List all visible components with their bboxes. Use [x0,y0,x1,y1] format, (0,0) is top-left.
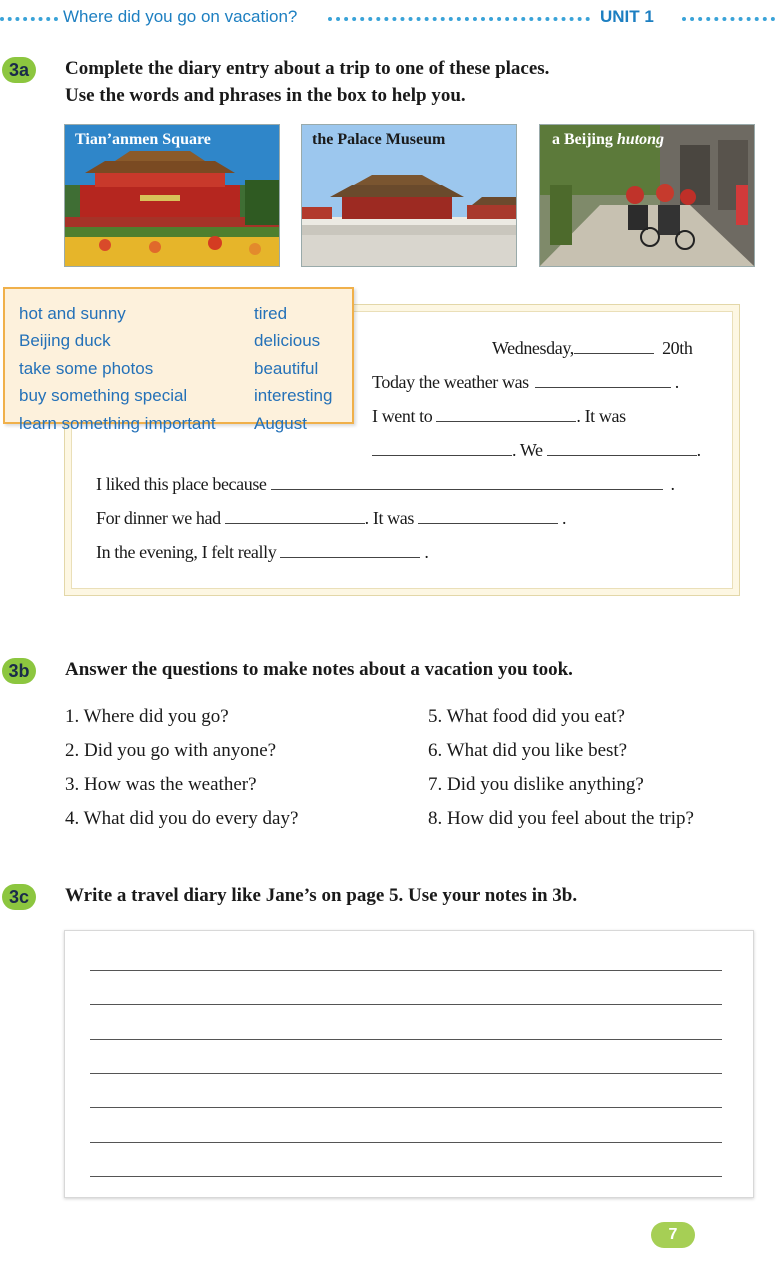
diary-date-suffix: 20th [662,338,693,358]
unit-topic-title: Where did you go on vacation? [63,7,298,26]
question-4: 4. What did you do every day? [65,808,299,829]
diary-liked-text: I liked this place because [96,474,267,494]
photo-label-hutong-italic: hutong [616,131,665,148]
instruction-3a-line2: Use the words and phrases in the box to help you. [65,85,466,106]
diary-dinner-line [96,508,566,529]
diary-we-period: . [696,440,701,460]
diary-evening-period: . [424,542,429,562]
word-buy-something-special: buy something special [19,386,188,405]
diary-taste-blank[interactable] [418,509,558,524]
photo-label-tiananmen: Tian’anmen Square [75,131,211,148]
question-2: 2. Did you go with anyone? [65,740,277,761]
diary-weather-text: Today the weather was [372,372,529,392]
question-6: 6. What did you like best? [428,740,628,761]
question-1: 1. Where did you go? [65,706,229,727]
diary-date-blank[interactable] [574,339,654,354]
writing-line-1[interactable] [90,970,722,971]
diary-dinner-period: . [561,508,567,528]
diary-evening-text: In the evening, I felt really [96,542,277,562]
word-tired: tired [254,304,288,323]
header-dots-left [0,17,58,21]
header-dots-right [682,17,775,21]
question-3: 3. How was the weather? [65,774,257,795]
diary-date-prefix: Wednesday, [492,338,574,358]
diary-liked-line [96,474,675,495]
diary-went-text: I went to [372,406,433,426]
section-badge-3a: 3a [2,57,36,83]
diary-weather-blank[interactable] [535,373,671,388]
word-delicious: delicious [254,331,321,350]
writing-area[interactable] [64,930,754,1198]
section-badge-3b: 3b [2,658,36,684]
writing-line-4[interactable] [90,1073,722,1074]
instruction-3c: Write a travel diary like Jane’s on page 5. Use your notes in 3b. [65,885,578,906]
word-august: August [254,414,307,433]
diary-date-line [492,338,692,359]
section-badge-3c: 3c [2,884,36,910]
writing-line-2[interactable] [90,1004,722,1005]
word-beijing-duck: Beijing duck [19,331,111,350]
word-learn-something-important: learn something important [19,414,216,433]
diary-went-line [372,406,626,427]
page-number: 7 [651,1222,695,1248]
question-7: 7. Did you dislike anything? [428,774,644,795]
photo-palace-museum [301,124,517,267]
word-take-some-photos: take some photos [19,359,154,378]
diary-dinner-it-was-text: . It was [364,508,414,528]
photo-label-hutong [552,131,664,149]
question-8: 8. How did you feel about the trip? [428,808,694,829]
writing-line-7[interactable] [90,1176,722,1177]
unit-label: UNIT 1 [600,7,654,26]
diary-we-line [372,440,701,461]
diary-food-blank[interactable] [225,509,365,524]
diary-weather-line [372,372,679,393]
diary-we-text: . We [512,440,543,460]
question-5: 5. What food did you eat? [428,706,625,727]
diary-dinner-text: For dinner we had [96,508,221,528]
word-interesting: interesting [254,386,333,405]
diary-place-blank[interactable] [436,407,576,422]
writing-line-3[interactable] [90,1039,722,1040]
diary-activity-blank[interactable] [547,441,697,456]
photo-label-hutong-prefix: a Beijing [552,131,617,148]
diary-feeling-blank[interactable] [280,543,420,558]
diary-it-was-text: . It was [576,406,626,426]
photo-tiananmen-square [64,124,280,267]
diary-reason-blank[interactable] [271,475,663,490]
header-dots-middle [328,17,590,21]
diary-description-blank[interactable] [372,441,512,456]
word-hot-and-sunny: hot and sunny [19,304,126,323]
writing-line-5[interactable] [90,1107,722,1108]
diary-liked-period: . [670,474,675,494]
photo-label-palace-museum: the Palace Museum [312,131,446,148]
word-beautiful: beautiful [254,359,319,378]
diary-evening-line [96,542,428,563]
instruction-3a-line1: Complete the diary entry about a trip to one of these places. [65,58,550,79]
photo-beijing-hutong [539,124,755,267]
instruction-3b: Answer the questions to make notes about a vacation you took. [65,659,573,680]
diary-weather-period: . [674,372,679,392]
writing-line-6[interactable] [90,1142,722,1143]
